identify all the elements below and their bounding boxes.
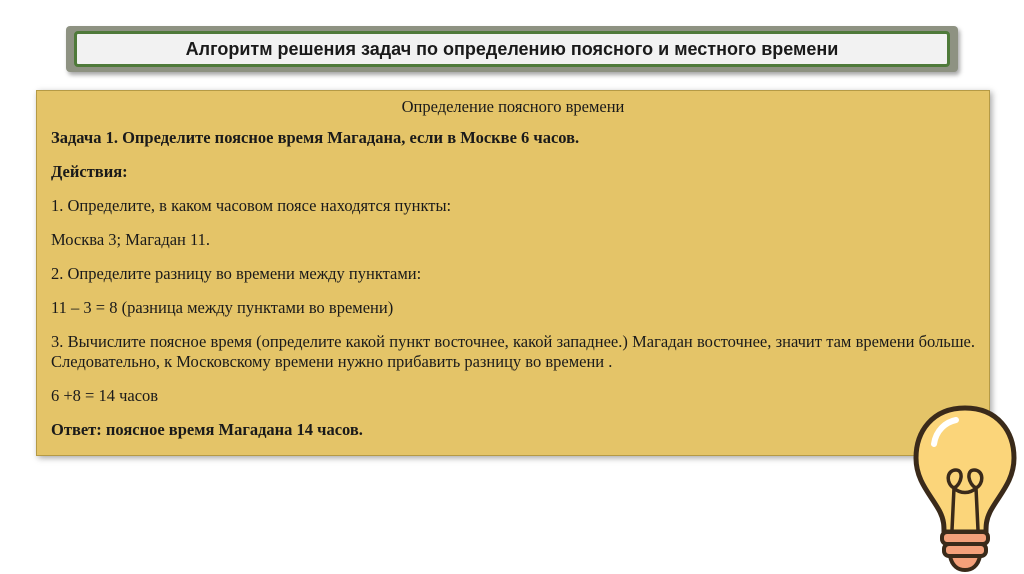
bulb-base-tip bbox=[950, 556, 980, 570]
step-2: 2. Определите разницу во времени между пунктами: bbox=[51, 264, 422, 283]
page-title: Алгоритм решения задач по определению поясного и местного времени bbox=[74, 31, 950, 67]
step-1-value: Москва 3; Магадан 11. bbox=[51, 230, 211, 249]
step-1: 1. Определите, в каком часовом поясе находятся пункты: bbox=[51, 196, 452, 215]
task-text: Задача 1. Определите поясное время Магадана, если в Москве 6 часов. bbox=[51, 128, 580, 147]
actions-label-text: Действия: bbox=[51, 162, 128, 181]
section-heading: Определение поясного времени bbox=[401, 97, 625, 116]
step-3: 3. Вычислите поясное время (определите какой пункт восточнее, какой западнее.) Магадан восточнее, значит там времени больше. Следовательно, к Московскому времени нужно прибавить разницу во времени . bbox=[51, 332, 975, 371]
title-banner bbox=[66, 26, 958, 72]
step-3-value: 6 +8 = 14 часов bbox=[51, 386, 159, 405]
answer bbox=[51, 420, 975, 440]
task-panel bbox=[36, 90, 990, 456]
step-2-value: 11 – 3 = 8 (разница между пунктами во времени) bbox=[51, 298, 394, 317]
lightbulb-icon bbox=[910, 400, 1020, 574]
task-statement bbox=[51, 128, 975, 148]
actions-label bbox=[51, 162, 975, 182]
answer-text: Ответ: поясное время Магадана 14 часов. bbox=[51, 420, 363, 439]
bulb-glass bbox=[916, 408, 1014, 532]
